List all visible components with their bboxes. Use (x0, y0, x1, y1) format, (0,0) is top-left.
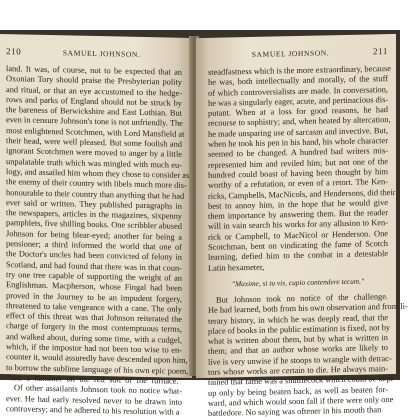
text-line: their head, were well pleased. But some foolish and (6, 136, 182, 149)
text-line: He had learned, both from his own observation and from li- (208, 301, 408, 316)
text-line: Scotchman, bent on vindicating the fame of Scotch (208, 239, 388, 252)
text-line: which, if the impostor had not been too wise to en- (6, 342, 182, 355)
text-line: he was a singularly eager, acute, and pertinacious dis- (208, 94, 389, 108)
text-line: ignorant Scotchmen were moved to anger by a little (6, 146, 182, 160)
text-line: battledore. No saying was oftener in his mouth than (208, 405, 382, 419)
running-head: SAMUEL JOHNSON. (251, 48, 330, 59)
text-line: the enemy of their country with libels much more dis- (6, 177, 187, 191)
text-line: the Doctor's uncles had been convicted of felony in (6, 249, 182, 263)
right-text-top (208, 64, 396, 274)
text-line: he made unsparing use of sarcasm and invective. But, (208, 125, 389, 139)
text-line: Englishman. Macpherson, whose Fingal had been (6, 280, 182, 294)
text-line: them; and that an author whose works are likely to (208, 343, 388, 357)
left-page-text (0, 64, 192, 418)
text-line: tors whose works are certain to die. He always main- (208, 364, 388, 377)
text-line: steadfastness which is the more extraordinary, because (208, 64, 391, 77)
text-line: tained that fame was a shuttlecock which could be kept (208, 374, 393, 388)
text-line: even in censure Johnson's tone is not unfriendly. The (6, 115, 183, 129)
text-line: the newspapers, articles in the magazines, sixpenny (6, 208, 182, 221)
text-line: proved in the Journey to be an impudent forgery, (6, 290, 182, 304)
text-line: ricks, Campbells, MacNicols, and Hendersons, did their (208, 187, 396, 201)
text-line: land. It was, of course, not to be expected that an (6, 64, 182, 77)
text-line: Of other assailants Johnson took no notice what- (14, 383, 182, 397)
text-line: But Johnson took no notice of the challenge. (216, 292, 388, 305)
text-line: Oxonian Tory should praise the Presbyterian polity (6, 74, 182, 88)
text-line: "like a hammer on the red son of the furnace." (6, 373, 182, 386)
text-line: will in vain search his works for any allusion to Ken- (208, 218, 388, 232)
text-line: worthy of a refutation, or even of a retort. The Ken- (208, 177, 388, 191)
page-number: 210 (6, 46, 22, 57)
text-line: up only by being beaten back, as well as beaten for- (208, 384, 388, 398)
text-line: to borrow the sublime language of his own epic poem, (6, 362, 189, 376)
text-line: learning, defied him to the combat in a detestable (208, 249, 388, 263)
text-line: ever said or written. They published paragraphs in (6, 197, 182, 211)
text-line: pamphlets, five shilling books. One scribbler abused (6, 218, 182, 232)
text-line: hundred could boast of having been thought by him (208, 167, 388, 180)
text-line: recourse to sophistry; and, when heated by altercation, (208, 115, 391, 129)
text-line: seemed to be changed. A hundred bad writers mis- (208, 146, 388, 160)
text-line: ever. He had early resolved never to be drawn into (6, 393, 182, 407)
text-line: logy, and assailed him whom they chose to consider as (6, 167, 190, 180)
text-line: most enlightened Scotchmen, with Lord Mansfield at (6, 125, 185, 139)
text-line: best to annoy him, in the hope that he would give (208, 197, 388, 211)
text-line: Scotland, and had found that there was in that coun- (6, 259, 182, 273)
text-line: rick or Campbell, to MacNicol or Henderson. One (208, 228, 388, 242)
text-line: place of books in the public estimation is fixed, not by (208, 322, 391, 336)
right-page-text (196, 64, 408, 420)
text-line: effect of this threat was that Johnson reiterated the (6, 311, 182, 324)
text-line: he was, both intellectually and morally, of the stuff (208, 74, 388, 88)
text-line: and walked about, during some time, with a cudgel, (6, 331, 182, 345)
left-page (0, 34, 192, 417)
text-line: threatened to take vengeance with a cane. The only (6, 300, 182, 314)
text-line: represented him and reviled him; but not one of the (208, 156, 388, 170)
text-line: honourable to their country than anything that he had (6, 187, 185, 201)
text-line: putant. When at a loss for good reasons, he had (208, 105, 388, 119)
text-line: Johnson for being blear-eyed; another for being a (6, 228, 182, 242)
text-line: counter it, would assuredly have descended upon him, (6, 352, 188, 366)
text-line: rows and parks of England should not be struck by (6, 95, 182, 108)
text-line: unpalatable truth which was mingled with much eu- (6, 156, 182, 170)
text-line: the bareness of Berwickshire and East Lothian. But (6, 105, 182, 118)
text-line: of which controversialists are made. In conversation, (208, 84, 388, 98)
open-book (0, 30, 408, 419)
text-line: controversy; and he adhered to his resolution with a (6, 403, 180, 417)
right-page-header (208, 46, 388, 64)
right-page (196, 34, 408, 419)
text-line: what is written about them, but by what is written in (208, 333, 388, 346)
text-line: them importance by answering them. But the reader (208, 208, 388, 221)
text-line: and ritual, or that an eye accustomed to the hedge- (6, 84, 182, 98)
running-head: SAMUEL JOHNSON. (62, 48, 141, 59)
page-number: 211 (373, 46, 388, 57)
text-line: ward, and which would soon fall if there were only one (208, 394, 394, 408)
text-line: terary history, in which he was deeply read, that the (208, 312, 388, 326)
left-page-header (6, 46, 182, 64)
text-line: charge of forgery in the most contemptuous terms, (6, 321, 182, 335)
text-line: try one tree capable of supporting the weight of an (6, 270, 182, 283)
text-line: live is very unwise if he stoops to wrangle with detrac- (208, 353, 392, 367)
right-text-bottom (208, 292, 408, 419)
latin-quote: "Maxime, si tu vis, cupio contendere tecum." (231, 276, 365, 289)
text-line: when he took his pen in his hand, his whole character (208, 136, 388, 149)
text-line: pensioner; a third informed the world that one of (6, 239, 182, 252)
text-line: Latin hexameter, (208, 262, 265, 273)
